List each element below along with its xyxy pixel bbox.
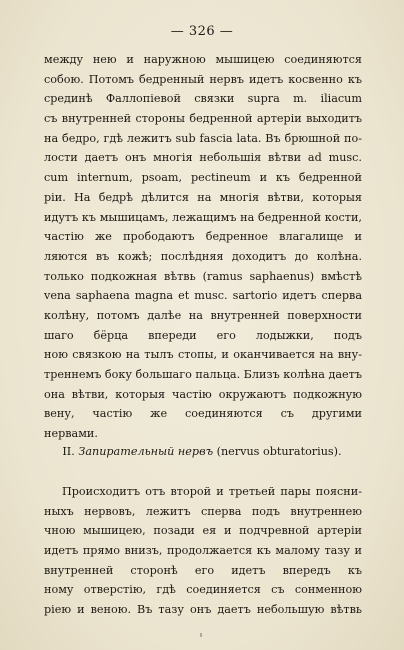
text-line: ною связкою на тылъ стопы, и оканчивается на вну- <box>44 348 362 362</box>
text-line: треннемъ боку большаго пальца. Близъ колѣна даетъ <box>44 368 362 381</box>
text-line: ріею и веною. Въ тазу онъ даетъ небольшую вѣтвь <box>44 603 362 617</box>
page-number: — 326 — <box>170 24 234 39</box>
text-line: внутренней сторонѣ его идетъ впередъ къ <box>44 563 362 577</box>
text-line: вену, частію же соединяются съ другими <box>44 407 362 421</box>
text-line: съ внутренней стороны бедренной артеріи выходитъ <box>44 112 362 126</box>
paragraph-obturator-nerve <box>44 482 362 620</box>
text-line: чною мышицею, позади ея и подчревной артеріи <box>44 524 362 538</box>
text-line-first: Происходитъ отъ второй и третьей пары поясни- <box>62 485 362 498</box>
text-line-last: нервами. <box>44 427 98 441</box>
section-heading <box>0 445 404 458</box>
text-line: только подкожная вѣтвь (ramus saphaenus) вмѣстѣ <box>44 269 362 283</box>
text-line: vena saphaena magna et musc. sartorio идетъ сперва <box>44 289 362 303</box>
text-line: срединѣ Фаллопіевой связки supra m. iliacum <box>44 92 362 106</box>
text-line: ляются въ кожѣ; послѣдняя доходитъ до колѣна. <box>44 249 362 263</box>
paragraph-continued <box>44 50 362 444</box>
text-line: частію же прободаютъ бедренное влагалище и <box>44 230 362 244</box>
text-line: шаго бёрца впереди его лодыжки, подъ <box>44 328 362 342</box>
print-speck <box>200 633 202 637</box>
section-number: II. <box>62 445 75 458</box>
text-line: ныхъ нервовъ, лежитъ сперва подъ внутреннею <box>44 504 362 518</box>
text-line: колѣну, потомъ далѣе на внутренней поверхности <box>44 308 362 322</box>
text-line: собою. Потомъ бедренный нервъ идетъ косвенно къ <box>44 72 362 86</box>
text-line: лости даетъ онъ многія небольшія вѣтви ad musc. <box>44 151 362 165</box>
text-line: она вѣтви, которыя частію окружаютъ подкожную <box>44 387 362 401</box>
text-line: ному отверстію, гдѣ соединяется съ сонменною <box>44 583 362 597</box>
section-latin-name: (nervus obturatorius). <box>216 445 342 458</box>
section-title: Запирательный нервъ <box>78 445 214 458</box>
text-line: между нею и наружною мышицею соединяются <box>44 53 362 66</box>
text-line: cum internum, psoam, pectineum и къ бедренной <box>44 171 362 185</box>
text-line: ріи. На бедрѣ дѣлится на многія вѣтви, которыя <box>44 190 362 204</box>
text-line: на бедро, гдѣ лежитъ sub fascia lata. Въ брюшной по- <box>44 131 362 145</box>
text-line: идетъ прямо внизъ, продолжается къ малому тазу и <box>44 544 362 558</box>
text-line: идутъ къ мышицамъ, лежащимъ на бедренной кости, <box>44 210 362 224</box>
